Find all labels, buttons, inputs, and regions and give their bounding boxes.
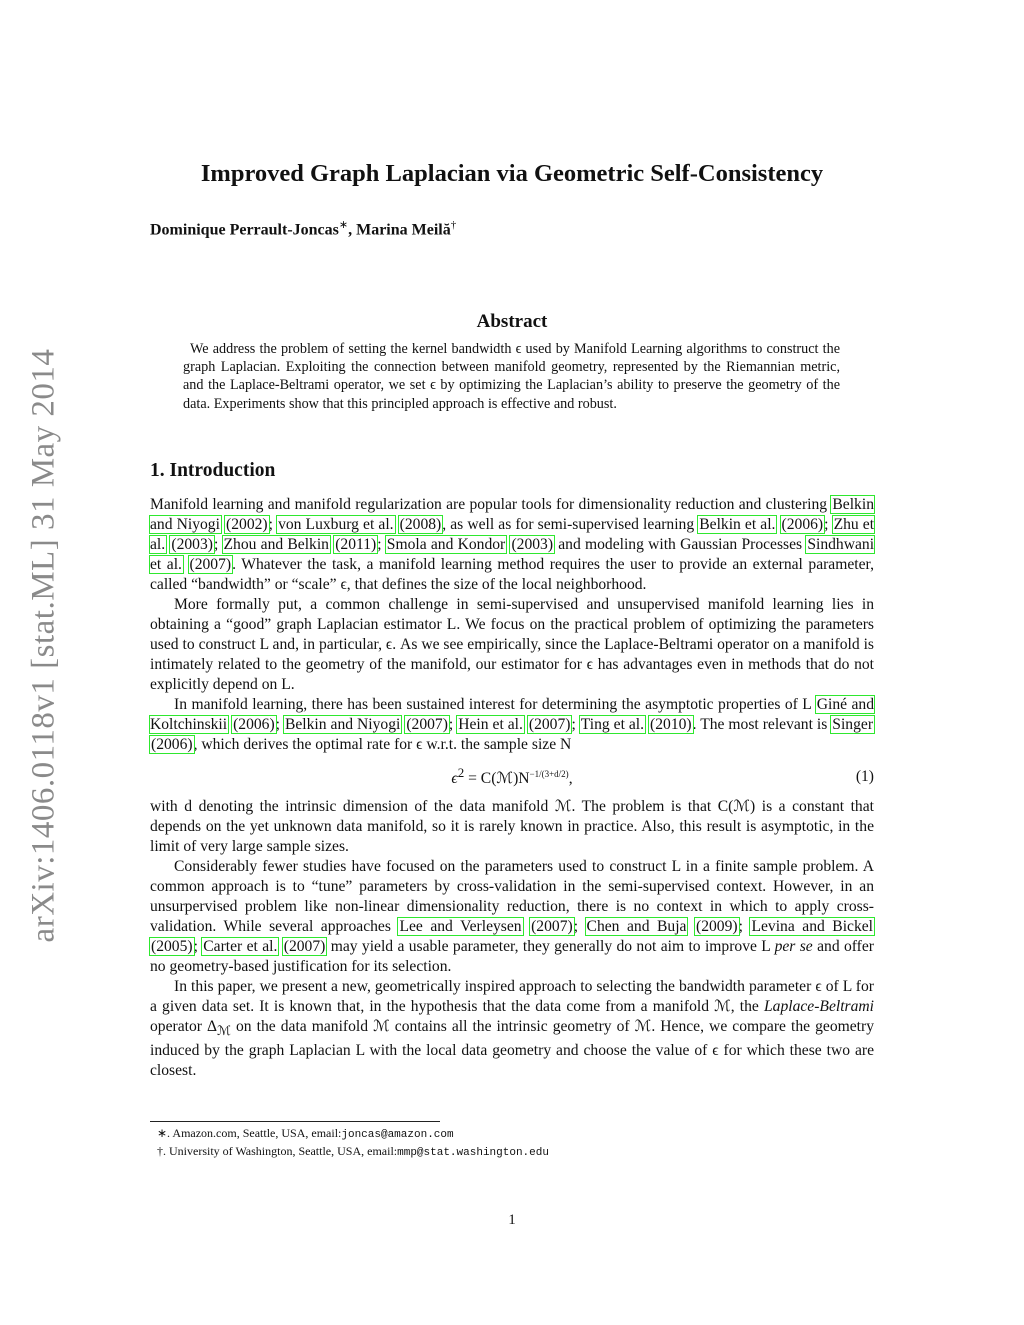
- citation-link[interactable]: von Luxburg et al.: [278, 516, 394, 533]
- citation-link[interactable]: Lee and Verleysen: [399, 918, 522, 935]
- footnote-mark: ∗.: [157, 1126, 171, 1140]
- paragraph-text: ;: [824, 516, 833, 533]
- citation-year-link[interactable]: (2007): [528, 716, 571, 733]
- citation-link[interactable]: Ting et al.: [580, 716, 645, 733]
- paragraph-text: may yield a usable parameter, they generally do not aim to improve L: [326, 938, 775, 955]
- citation-year-link[interactable]: (2007): [531, 918, 573, 935]
- abstract-heading: Abstract: [476, 311, 548, 332]
- paragraph-6: [150, 977, 874, 1081]
- paragraph-text: , as well as for semi-supervised learning: [442, 516, 699, 533]
- paper-title: Improved Graph Laplacian via Geometric Self-Consistency: [200, 160, 824, 187]
- author-1: Dominique Perrault-Joncas: [150, 221, 339, 239]
- operator-subscript: ℳ: [217, 1023, 231, 1039]
- footnote-mark: †.: [157, 1144, 166, 1158]
- email-link[interactable]: mmp@stat.washington.edu: [397, 1147, 549, 1159]
- author-separator: ,: [348, 221, 357, 239]
- citation-link[interactable]: Belkin et al.: [699, 516, 776, 533]
- citation-year-link[interactable]: (2003): [511, 536, 554, 553]
- citation-link[interactable]: Sindhwani et al.: [150, 536, 875, 573]
- equation-rhs: = C(ℳ)N: [464, 770, 530, 788]
- citation-link[interactable]: Chen and Buja: [586, 918, 687, 935]
- author-line: [150, 218, 456, 239]
- equation-number: (1): [855, 768, 874, 785]
- citation-year-link[interactable]: (2010): [650, 716, 692, 733]
- citation-link[interactable]: Carter et al.: [203, 938, 278, 955]
- citation-year-link[interactable]: (2007): [189, 556, 232, 573]
- paragraph-text: and modeling with Gaussian Processes: [554, 536, 807, 553]
- author-2: Marina Meilă: [356, 221, 451, 239]
- paragraph-text: ;: [571, 716, 580, 733]
- footnote-1: [157, 1125, 549, 1143]
- emphasis-text: Laplace-Beltrami: [763, 998, 874, 1015]
- citation-link[interactable]: Smola and Kondor: [386, 536, 506, 553]
- citation-year-link[interactable]: (2007): [406, 716, 448, 733]
- paragraph-text: ;: [193, 938, 203, 955]
- paragraph-text: ;: [275, 716, 284, 733]
- paragraph-text: operator Δ: [150, 1018, 218, 1035]
- citation-year-link[interactable]: (2005): [151, 938, 193, 955]
- email-link[interactable]: joncas@amazon.com: [341, 1129, 454, 1141]
- footnote-text: University of Washington, Seattle, USA, email:: [166, 1144, 398, 1158]
- paragraph-text: ;: [738, 918, 751, 935]
- citation-year-link[interactable]: (2002): [226, 516, 268, 533]
- paragraph-3: [150, 695, 874, 755]
- citation-link[interactable]: Giné and Koltchinskii: [150, 696, 874, 733]
- paragraph-text: In this paper, we present a new, geometrically inspired approach to selecting the bandwidth parameter ϵ of L for a given data set. It is known that, in the hypothesis that the data come from a manifold ℳ, the: [150, 978, 874, 1015]
- abstract-text: We address the problem of setting the kernel bandwidth ϵ used by Manifold Learning algorithms to construct the graph Laplacian. Exploiting the connection between manifold geometry, represented by the Riemannian metric, and the Laplace-Beltrami operator, we set ϵ by optimizing the Laplacian’s ability to preserve the geometry of the data. Experiments show that this principled approach is effective and robust.: [183, 341, 840, 412]
- paragraph-text: ;: [377, 536, 386, 553]
- paragraph-text: , which derives the optimal rate for ϵ w.r.t. the sample size N: [193, 736, 572, 753]
- paragraph-text: ;: [268, 516, 278, 533]
- citation-link[interactable]: Singer: [832, 716, 874, 733]
- equation-lhs: ϵ: [451, 770, 458, 788]
- citation-link[interactable]: Belkin and Niyogi: [284, 716, 401, 733]
- emphasis-text: per se: [774, 938, 813, 955]
- paragraph-text: ;: [213, 536, 223, 553]
- citation-year-link[interactable]: (2006): [151, 736, 193, 753]
- citation-year-link[interactable]: (2011): [335, 536, 377, 553]
- citation-link[interactable]: Levina and Bickel: [751, 918, 874, 935]
- author-1-footnote-mark[interactable]: ∗: [338, 219, 349, 231]
- citation-year-link[interactable]: (2006): [781, 516, 824, 533]
- equation-body: [451, 763, 572, 789]
- citation-year-link[interactable]: (2006): [233, 716, 275, 733]
- paragraph-text: . The most relevant is: [692, 716, 832, 733]
- section-heading-introduction: 1. Introduction: [150, 460, 276, 481]
- citation-year-link[interactable]: (2009): [696, 918, 738, 935]
- page-number: 1: [508, 1212, 516, 1228]
- paragraph-text: Considerably fewer studies have focused on the parameters used to construct L in a finite sample problem. A common approach is to “tune” parameters by cross-validation in the semi-supervised context. However, in an unsurpervised problem like non-linear dimensionality reduction, there is no context in which to apply cross-validation. While several approaches: [150, 858, 874, 935]
- paragraph-1: [150, 495, 874, 595]
- footnote-text: Amazon.com, Seattle, USA, email:: [170, 1126, 342, 1140]
- citation-year-link[interactable]: (2003): [171, 536, 213, 553]
- arxiv-stamp-text: arXiv:1406.0118v1 [stat.ML] 31 May 2014: [25, 348, 62, 942]
- paragraph-text: on the data manifold ℳ contains all the intrinsic geometry of ℳ. Hence, we compare the geometry induced by the graph Laplacian L with the local data geometry and choose the value of ϵ for which these two are closest.: [150, 1018, 874, 1080]
- citation-link[interactable]: Belkin and Niyogi: [150, 496, 874, 533]
- paragraph-text: and offer no geometry-based justification for its selection.: [150, 938, 874, 975]
- author-2-footnote-mark[interactable]: †: [450, 219, 457, 231]
- citation-year-link[interactable]: (2008): [399, 516, 442, 533]
- paragraph-4: with d denoting the intrinsic dimension of the data manifold ℳ. The problem is that C(ℳ) is a constant that depends on the yet unknown data manifold, so it is rarely known in practice. Also, this result is asymptotic, in the limit of very large sample sizes.: [150, 798, 874, 855]
- footnote-2: [157, 1143, 549, 1161]
- paragraph-text: . Whatever the task, a manifold learning method requires the user to provide an external parameter, called “bandwidth” or “scale” ϵ, that defines the size of the local neighborhood.: [150, 556, 875, 593]
- footnotes: [157, 1125, 549, 1161]
- equation-tail: ,: [568, 770, 573, 788]
- paragraph-text: In manifold learning, there has been sustained interest for determining the asymptotic properties of L: [174, 696, 816, 713]
- equation-1: [150, 755, 874, 797]
- citation-link[interactable]: Hein et al.: [458, 716, 523, 733]
- paragraph-2: More formally put, a common challenge in semi-supervised and unsupervised manifold learning lies in obtaining a “good” graph Laplacian estimator L. We focus on the practical problem of optimizing the parameters used to construct L and, in particular, ϵ. As we see empirically, since the Laplace-Beltrami operator on a manifold is intimately related to the geometry of the manifold, our estimator for ϵ has advantages even in methods that do not explicitly depend on L.: [150, 596, 874, 693]
- arxiv-stamp: [14, 345, 74, 945]
- introduction-body: [150, 495, 874, 1081]
- equation-exponent: −1/(3+d/2): [529, 768, 569, 779]
- paragraph-5: [150, 857, 874, 977]
- paragraph-text: ;: [448, 716, 458, 733]
- equation-lhs-power: 2: [457, 764, 465, 780]
- citation-link[interactable]: Zhou and Belkin: [223, 536, 329, 553]
- citation-year-link[interactable]: (2007): [283, 938, 326, 955]
- citation-link[interactable]: Zhu et al.: [150, 516, 875, 553]
- paragraph-text: Manifold learning and manifold regularization are popular tools for dimensionality reduction and clustering: [150, 496, 832, 513]
- footnote-rule: [150, 1121, 440, 1122]
- paragraph-text: ;: [573, 918, 586, 935]
